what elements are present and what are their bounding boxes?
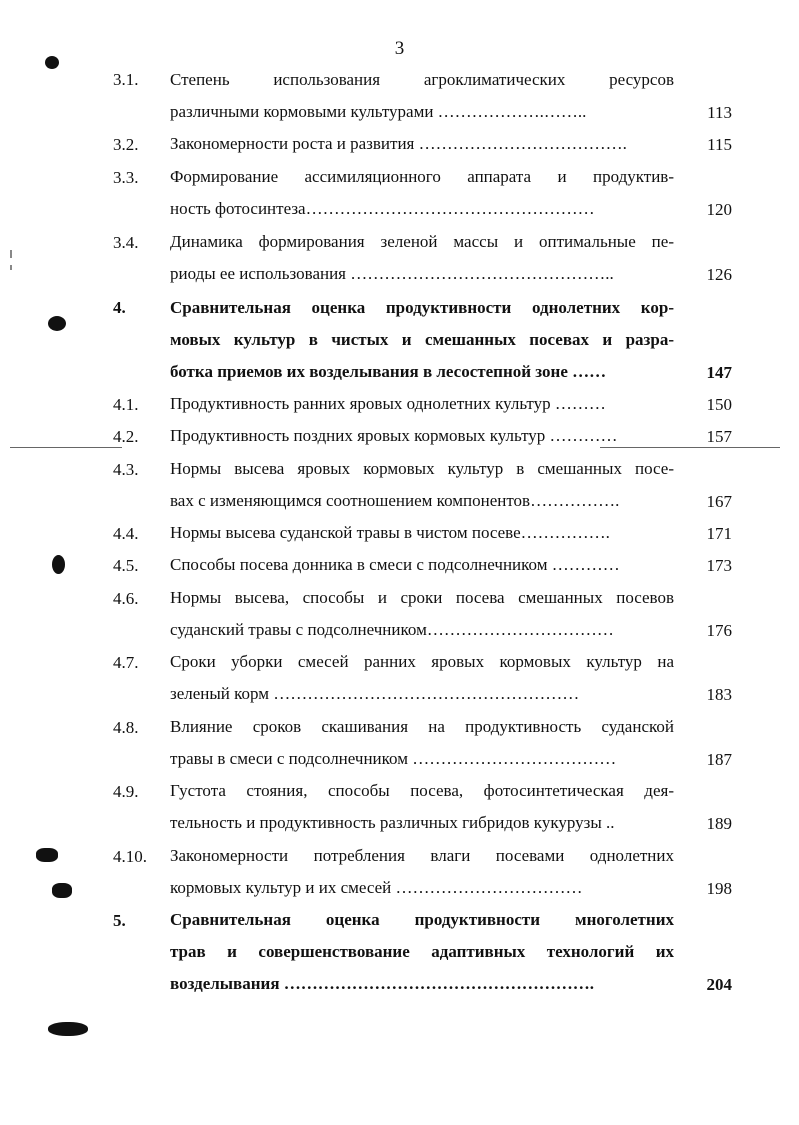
entry-number: 4.6. [113, 589, 139, 608]
entry-number: 4.3. [113, 460, 139, 479]
entry-number: 4.2. [113, 427, 139, 446]
page-number: 3 [394, 38, 405, 59]
entry-number: 4.9. [113, 782, 139, 801]
entry-title-line: ность фотосинтеза…………………………………………… [170, 199, 595, 218]
entry-title-line: Сравнительная оценка продуктивности однолетних кор- [170, 298, 674, 317]
entry-page: 189 [706, 814, 732, 833]
entry-number: 4.4. [113, 524, 139, 543]
entry-title-line: Динамика формирования зеленой массы и оптимальные пе- [170, 232, 674, 251]
entry-title-line: Закономерности роста и развития ………………………………. [170, 134, 627, 153]
entry-page: 150 [706, 395, 732, 414]
scan-blot [48, 316, 66, 331]
entry-page: 167 [706, 492, 732, 511]
entry-title-line: вах с изменяющимся соотношением компонентов……………. [170, 491, 620, 510]
entry-title-line: кормовых культур и их смесей …………………………… [170, 878, 583, 897]
scan-blot [52, 555, 65, 574]
entry-page: 120 [706, 200, 732, 219]
entry-page: 183 [706, 685, 732, 704]
scan-blot [36, 848, 58, 862]
entry-page: 198 [706, 879, 732, 898]
entry-number: 3.2. [113, 135, 139, 154]
entry-title-line: Нормы высева, способы и сроки посева смешанных посевов [170, 588, 674, 607]
entry-page: 176 [706, 621, 732, 640]
scan-line [10, 447, 122, 448]
entry-page: 157 [706, 427, 732, 446]
entry-number: 4.5. [113, 556, 139, 575]
entry-title-line: Нормы высева яровых кормовых культур в смешанных посе- [170, 459, 674, 478]
entry-number: 3.4. [113, 233, 139, 252]
scan-blot [48, 1022, 88, 1036]
entry-title-line: зеленый корм ……………………………………………… [170, 684, 580, 703]
entry-title-line: мовых культур в чистых и смешанных посевах и разра- [170, 330, 674, 349]
entry-page: 113 [707, 103, 732, 122]
entry-title-line: Сроки уборки смесей ранних яровых кормовых культур на [170, 652, 674, 671]
entry-title-line: трав и совершенствование адаптивных технологий их [170, 942, 674, 961]
entry-title-line: Закономерности потребления влаги посевами однолетних [170, 846, 674, 865]
entry-page: 204 [706, 975, 732, 994]
entry-number: 5. [113, 911, 126, 930]
entry-title-line: риоды ее использования ……………………………………….. [170, 264, 614, 283]
entry-page: 147 [706, 363, 732, 382]
entry-page: 171 [706, 524, 732, 543]
entry-title-line: возделывания ………………………………………………. [170, 974, 595, 993]
entry-title-line: различными кормовыми культурами ……………….…….. [170, 102, 587, 121]
entry-title-line: Продуктивность ранних яровых однолетних культур ……… [170, 394, 606, 413]
entry-number: 4.8. [113, 718, 139, 737]
entry-page: 115 [707, 135, 732, 154]
entry-title-line: травы в смеси с подсолнечником ……………………………… [170, 749, 617, 768]
entry-title-line: Формирование ассимиляционного аппарата и продуктив- [170, 167, 674, 186]
entry-title-line: Сравнительная оценка продуктивности многолетних [170, 910, 674, 929]
entry-title-line: ботка приемов их возделывания в лесостепной зоне …… [170, 362, 607, 381]
scan-mark [10, 265, 12, 270]
entry-title-line: Способы посева донника в смеси с подсолнечником ………… [170, 555, 620, 574]
entry-page: 126 [706, 265, 732, 284]
scan-blot [52, 883, 72, 898]
entry-title-line: суданский травы с подсолнечником…………………………… [170, 620, 614, 639]
entry-number: 3.3. [113, 168, 139, 187]
entry-title-line: Продуктивность поздних яровых кормовых культур ………… [170, 426, 618, 445]
entry-title-line: тельность и продуктивность различных гибридов кукурузы .. [170, 813, 615, 832]
entry-number: 4.10. [113, 847, 147, 866]
entry-number: 4.1. [113, 395, 139, 414]
entry-title-line: Густота стояния, способы посева, фотосинтетическая дея- [170, 781, 674, 800]
entry-number: 3.1. [113, 70, 139, 89]
scan-mark [10, 250, 12, 258]
scan-blot [45, 56, 59, 69]
entry-page: 187 [706, 750, 732, 769]
entry-number: 4. [113, 298, 126, 317]
entry-title-line: Нормы высева суданской травы в чистом посеве……………. [170, 523, 610, 542]
entry-number: 4.7. [113, 653, 139, 672]
entry-page: 173 [706, 556, 732, 575]
entry-title-line: Степень использования агроклиматических ресурсов [170, 70, 674, 89]
entry-title-line: Влияние сроков скашивания на продуктивность суданской [170, 717, 674, 736]
